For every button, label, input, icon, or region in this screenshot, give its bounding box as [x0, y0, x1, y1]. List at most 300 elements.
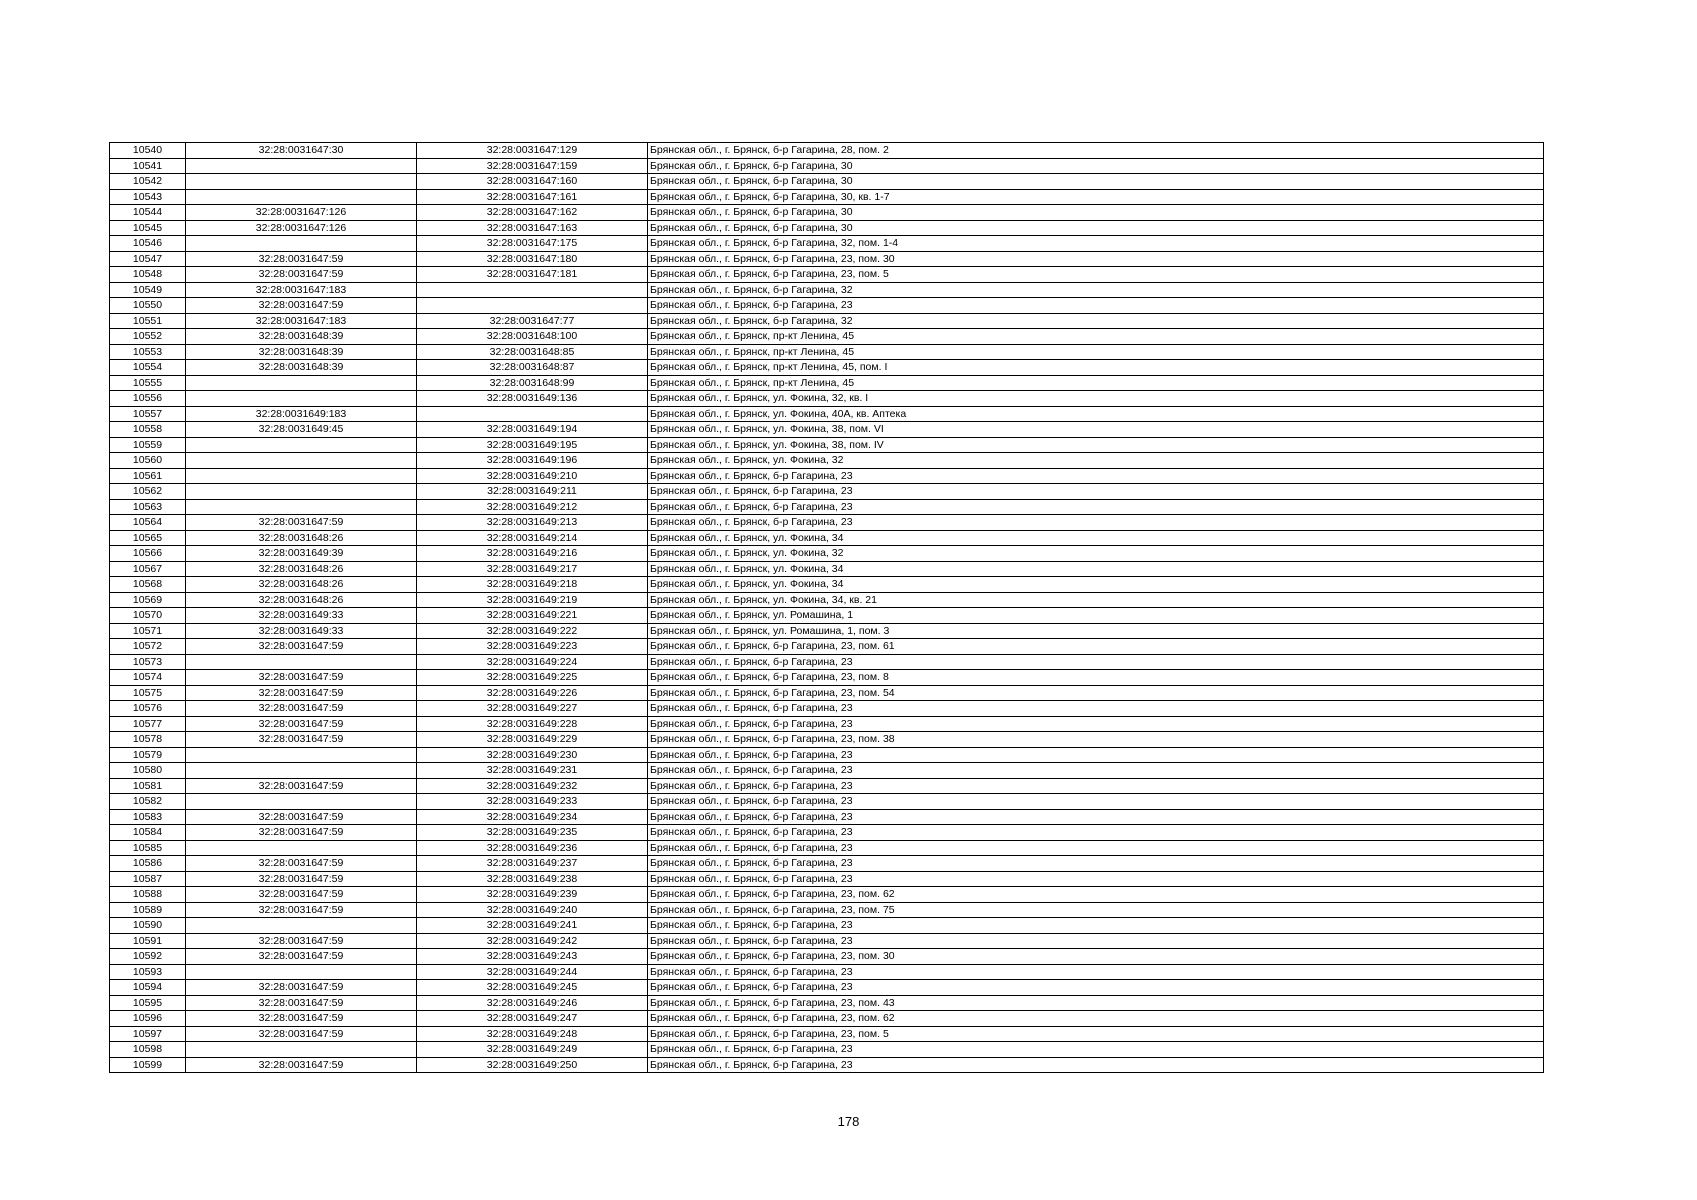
cadastral-number-cell: 32:28:0031649:221 [417, 608, 648, 624]
row-number-cell: 10599 [110, 1057, 186, 1073]
address-cell: Брянская обл., г. Брянск, б-р Гагарина, 23, пом. 54 [648, 685, 1544, 701]
row-number-cell: 10581 [110, 778, 186, 794]
cadastral-number-cell: 32:28:0031649:247 [417, 1011, 648, 1027]
parent-cadastral-number-cell [186, 763, 417, 779]
table-row [110, 1026, 1544, 1042]
cadastral-number-cell: 32:28:0031649:225 [417, 670, 648, 686]
row-number-cell: 10551 [110, 313, 186, 329]
table-row [110, 298, 1544, 314]
table-row [110, 236, 1544, 252]
address-cell: Брянская обл., г. Брянск, б-р Гагарина, 23 [648, 484, 1544, 500]
table-row [110, 949, 1544, 965]
address-cell: Брянская обл., г. Брянск, ул. Фокина, 34, кв. 21 [648, 592, 1544, 608]
row-number-cell: 10577 [110, 716, 186, 732]
address-cell: Брянская обл., г. Брянск, б-р Гагарина, 23, пом. 30 [648, 251, 1544, 267]
table-row [110, 933, 1544, 949]
address-cell: Брянская обл., г. Брянск, б-р Гагарина, 23 [648, 298, 1544, 314]
table-row [110, 608, 1544, 624]
address-cell: Брянская обл., г. Брянск, б-р Гагарина, 23 [648, 840, 1544, 856]
row-number-cell: 10598 [110, 1042, 186, 1058]
table-row [110, 1011, 1544, 1027]
parent-cadastral-number-cell: 32:28:0031647:59 [186, 639, 417, 655]
table-row [110, 639, 1544, 655]
table-row [110, 840, 1544, 856]
row-number-cell: 10593 [110, 964, 186, 980]
parent-cadastral-number-cell: 32:28:0031648:26 [186, 530, 417, 546]
cadastral-number-cell: 32:28:0031649:210 [417, 468, 648, 484]
parent-cadastral-number-cell: 32:28:0031647:59 [186, 1011, 417, 1027]
address-cell: Брянская обл., г. Брянск, б-р Гагарина, 23, пом. 8 [648, 670, 1544, 686]
row-number-cell: 10555 [110, 375, 186, 391]
table-row [110, 732, 1544, 748]
cadastral-number-cell: 32:28:0031647:159 [417, 158, 648, 174]
address-cell: Брянская обл., г. Брянск, ул. Ромашина, 1, пом. 3 [648, 623, 1544, 639]
parent-cadastral-number-cell: 32:28:0031648:39 [186, 344, 417, 360]
row-number-cell: 10579 [110, 747, 186, 763]
parent-cadastral-number-cell: 32:28:0031649:183 [186, 406, 417, 422]
row-number-cell: 10547 [110, 251, 186, 267]
parent-cadastral-number-cell: 32:28:0031647:59 [186, 1026, 417, 1042]
table-row [110, 577, 1544, 593]
table-row [110, 654, 1544, 670]
cadastral-number-cell: 32:28:0031648:85 [417, 344, 648, 360]
address-cell: Брянская обл., г. Брянск, б-р Гагарина, 32, пом. 1-4 [648, 236, 1544, 252]
row-number-cell: 10558 [110, 422, 186, 438]
parent-cadastral-number-cell: 32:28:0031647:59 [186, 515, 417, 531]
address-cell: Брянская обл., г. Брянск, б-р Гагарина, 23 [648, 964, 1544, 980]
row-number-cell: 10595 [110, 995, 186, 1011]
cadastral-number-cell: 32:28:0031648:87 [417, 360, 648, 376]
row-number-cell: 10553 [110, 344, 186, 360]
cadastral-number-cell: 32:28:0031647:77 [417, 313, 648, 329]
parent-cadastral-number-cell: 32:28:0031649:33 [186, 623, 417, 639]
row-number-cell: 10573 [110, 654, 186, 670]
cadastral-number-cell: 32:28:0031649:212 [417, 499, 648, 515]
parent-cadastral-number-cell [186, 747, 417, 763]
table-row [110, 406, 1544, 422]
parent-cadastral-number-cell: 32:28:0031648:26 [186, 561, 417, 577]
parent-cadastral-number-cell: 32:28:0031647:59 [186, 856, 417, 872]
row-number-cell: 10584 [110, 825, 186, 841]
table-row [110, 158, 1544, 174]
cadastral-number-cell: 32:28:0031647:161 [417, 189, 648, 205]
parent-cadastral-number-cell: 32:28:0031648:39 [186, 329, 417, 345]
cadastral-number-cell: 32:28:0031647:175 [417, 236, 648, 252]
parent-cadastral-number-cell: 32:28:0031649:33 [186, 608, 417, 624]
parent-cadastral-number-cell: 32:28:0031647:59 [186, 778, 417, 794]
cadastral-number-cell: 32:28:0031647:163 [417, 220, 648, 236]
cadastral-number-cell: 32:28:0031649:232 [417, 778, 648, 794]
address-cell: Брянская обл., г. Брянск, б-р Гагарина, 23 [648, 499, 1544, 515]
parent-cadastral-number-cell: 32:28:0031648:39 [186, 360, 417, 376]
registry-table-body [110, 143, 1544, 1073]
parent-cadastral-number-cell: 32:28:0031647:59 [186, 251, 417, 267]
table-row [110, 685, 1544, 701]
row-number-cell: 10541 [110, 158, 186, 174]
cadastral-number-cell: 32:28:0031649:222 [417, 623, 648, 639]
parent-cadastral-number-cell: 32:28:0031647:59 [186, 716, 417, 732]
table-row [110, 251, 1544, 267]
address-cell: Брянская обл., г. Брянск, б-р Гагарина, 23, пом. 38 [648, 732, 1544, 748]
table-row [110, 1042, 1544, 1058]
cadastral-number-cell: 32:28:0031649:240 [417, 902, 648, 918]
row-number-cell: 10564 [110, 515, 186, 531]
table-row [110, 670, 1544, 686]
cadastral-number-cell: 32:28:0031649:235 [417, 825, 648, 841]
row-number-cell: 10591 [110, 933, 186, 949]
table-row [110, 375, 1544, 391]
row-number-cell: 10554 [110, 360, 186, 376]
row-number-cell: 10569 [110, 592, 186, 608]
address-cell: Брянская обл., г. Брянск, б-р Гагарина, 30, кв. 1-7 [648, 189, 1544, 205]
cadastral-number-cell: 32:28:0031648:100 [417, 329, 648, 345]
address-cell: Брянская обл., г. Брянск, пр-кт Ленина, 45 [648, 329, 1544, 345]
parent-cadastral-number-cell [186, 918, 417, 934]
table-row [110, 499, 1544, 515]
parent-cadastral-number-cell [186, 375, 417, 391]
parent-cadastral-number-cell [186, 468, 417, 484]
address-cell: Брянская обл., г. Брянск, б-р Гагарина, 23 [648, 468, 1544, 484]
table-row [110, 174, 1544, 190]
table-row [110, 592, 1544, 608]
row-number-cell: 10549 [110, 282, 186, 298]
parent-cadastral-number-cell: 32:28:0031647:59 [186, 685, 417, 701]
table-row [110, 313, 1544, 329]
address-cell: Брянская обл., г. Брянск, ул. Фокина, 34 [648, 561, 1544, 577]
row-number-cell: 10546 [110, 236, 186, 252]
cadastral-number-cell: 32:28:0031649:243 [417, 949, 648, 965]
cadastral-number-cell: 32:28:0031649:136 [417, 391, 648, 407]
row-number-cell: 10580 [110, 763, 186, 779]
parent-cadastral-number-cell [186, 499, 417, 515]
table-row [110, 468, 1544, 484]
row-number-cell: 10575 [110, 685, 186, 701]
cadastral-number-cell: 32:28:0031647:180 [417, 251, 648, 267]
address-cell: Брянская обл., г. Брянск, б-р Гагарина, 23 [648, 1042, 1544, 1058]
row-number-cell: 10561 [110, 468, 186, 484]
row-number-cell: 10560 [110, 453, 186, 469]
address-cell: Брянская обл., г. Брянск, б-р Гагарина, 23 [648, 515, 1544, 531]
registry-table [109, 142, 1544, 1073]
cadastral-number-cell: 32:28:0031649:227 [417, 701, 648, 717]
row-number-cell: 10594 [110, 980, 186, 996]
row-number-cell: 10582 [110, 794, 186, 810]
row-number-cell: 10578 [110, 732, 186, 748]
parent-cadastral-number-cell: 32:28:0031647:30 [186, 143, 417, 159]
parent-cadastral-number-cell: 32:28:0031648:26 [186, 592, 417, 608]
address-cell: Брянская обл., г. Брянск, б-р Гагарина, 23 [648, 825, 1544, 841]
row-number-cell: 10545 [110, 220, 186, 236]
row-number-cell: 10590 [110, 918, 186, 934]
row-number-cell: 10587 [110, 871, 186, 887]
row-number-cell: 10586 [110, 856, 186, 872]
address-cell: Брянская обл., г. Брянск, б-р Гагарина, 23 [648, 918, 1544, 934]
table-row [110, 623, 1544, 639]
cadastral-number-cell: 32:28:0031647:162 [417, 205, 648, 221]
cadastral-number-cell: 32:28:0031649:244 [417, 964, 648, 980]
row-number-cell: 10557 [110, 406, 186, 422]
table-row [110, 220, 1544, 236]
address-cell: Брянская обл., г. Брянск, ул. Фокина, 38, пом. VI [648, 422, 1544, 438]
row-number-cell: 10574 [110, 670, 186, 686]
address-cell: Брянская обл., г. Брянск, б-р Гагарина, 23, пом. 75 [648, 902, 1544, 918]
parent-cadastral-number-cell: 32:28:0031648:26 [186, 577, 417, 593]
cadastral-number-cell [417, 406, 648, 422]
table-row [110, 391, 1544, 407]
table-row [110, 763, 1544, 779]
parent-cadastral-number-cell: 32:28:0031647:59 [186, 902, 417, 918]
address-cell: Брянская обл., г. Брянск, б-р Гагарина, 23, пом. 61 [648, 639, 1544, 655]
row-number-cell: 10563 [110, 499, 186, 515]
address-cell: Брянская обл., г. Брянск, пр-кт Ленина, 45 [648, 375, 1544, 391]
row-number-cell: 10596 [110, 1011, 186, 1027]
parent-cadastral-number-cell: 32:28:0031647:59 [186, 995, 417, 1011]
parent-cadastral-number-cell: 32:28:0031647:59 [186, 298, 417, 314]
address-cell: Брянская обл., г. Брянск, б-р Гагарина, 23, пом. 43 [648, 995, 1544, 1011]
table-row [110, 484, 1544, 500]
row-number-cell: 10571 [110, 623, 186, 639]
parent-cadastral-number-cell [186, 840, 417, 856]
table-row [110, 453, 1544, 469]
table-row [110, 747, 1544, 763]
address-cell: Брянская обл., г. Брянск, б-р Гагарина, 23 [648, 701, 1544, 717]
table-row [110, 701, 1544, 717]
address-cell: Брянская обл., г. Брянск, б-р Гагарина, 23 [648, 933, 1544, 949]
row-number-cell: 10552 [110, 329, 186, 345]
cadastral-number-cell: 32:28:0031649:233 [417, 794, 648, 810]
parent-cadastral-number-cell: 32:28:0031647:59 [186, 980, 417, 996]
parent-cadastral-number-cell: 32:28:0031647:126 [186, 220, 417, 236]
address-cell: Брянская обл., г. Брянск, б-р Гагарина, 23 [648, 809, 1544, 825]
row-number-cell: 10597 [110, 1026, 186, 1042]
parent-cadastral-number-cell: 32:28:0031647:59 [186, 701, 417, 717]
table-row [110, 329, 1544, 345]
cadastral-number-cell: 32:28:0031649:219 [417, 592, 648, 608]
cadastral-number-cell: 32:28:0031649:228 [417, 716, 648, 732]
table-row [110, 437, 1544, 453]
address-cell: Брянская обл., г. Брянск, б-р Гагарина, 23 [648, 794, 1544, 810]
table-row [110, 995, 1544, 1011]
address-cell: Брянская обл., г. Брянск, б-р Гагарина, 23 [648, 654, 1544, 670]
cadastral-number-cell: 32:28:0031649:236 [417, 840, 648, 856]
parent-cadastral-number-cell: 32:28:0031647:59 [186, 933, 417, 949]
cadastral-number-cell: 32:28:0031649:217 [417, 561, 648, 577]
address-cell: Брянская обл., г. Брянск, ул. Фокина, 34 [648, 530, 1544, 546]
cadastral-number-cell: 32:28:0031649:234 [417, 809, 648, 825]
parent-cadastral-number-cell: 32:28:0031647:59 [186, 887, 417, 903]
parent-cadastral-number-cell: 32:28:0031647:59 [186, 825, 417, 841]
cadastral-number-cell: 32:28:0031649:195 [417, 437, 648, 453]
parent-cadastral-number-cell [186, 174, 417, 190]
table-row [110, 422, 1544, 438]
row-number-cell: 10540 [110, 143, 186, 159]
parent-cadastral-number-cell [186, 189, 417, 205]
cadastral-number-cell: 32:28:0031649:224 [417, 654, 648, 670]
address-cell: Брянская обл., г. Брянск, б-р Гагарина, 23 [648, 1057, 1544, 1073]
row-number-cell: 10588 [110, 887, 186, 903]
address-cell: Брянская обл., г. Брянск, б-р Гагарина, 23 [648, 747, 1544, 763]
table-row [110, 856, 1544, 872]
cadastral-number-cell: 32:28:0031649:226 [417, 685, 648, 701]
cadastral-number-cell: 32:28:0031647:160 [417, 174, 648, 190]
table-row [110, 980, 1544, 996]
address-cell: Брянская обл., г. Брянск, б-р Гагарина, 32 [648, 282, 1544, 298]
parent-cadastral-number-cell: 32:28:0031647:59 [186, 670, 417, 686]
address-cell: Брянская обл., г. Брянск, б-р Гагарина, 23, пом. 30 [648, 949, 1544, 965]
parent-cadastral-number-cell: 32:28:0031647:126 [186, 205, 417, 221]
address-cell: Брянская обл., г. Брянск, б-р Гагарина, 30 [648, 174, 1544, 190]
cadastral-number-cell: 32:28:0031649:238 [417, 871, 648, 887]
cadastral-number-cell [417, 282, 648, 298]
address-cell: Брянская обл., г. Брянск, б-р Гагарина, 23, пом. 62 [648, 887, 1544, 903]
registry-table-container [109, 142, 1544, 1073]
address-cell: Брянская обл., г. Брянск, б-р Гагарина, 23 [648, 871, 1544, 887]
address-cell: Брянская обл., г. Брянск, ул. Фокина, 32, кв. I [648, 391, 1544, 407]
table-row [110, 205, 1544, 221]
parent-cadastral-number-cell [186, 964, 417, 980]
table-row [110, 1057, 1544, 1073]
address-cell: Брянская обл., г. Брянск, б-р Гагарина, 32 [648, 313, 1544, 329]
cadastral-number-cell: 32:28:0031649:239 [417, 887, 648, 903]
cadastral-number-cell: 32:28:0031649:214 [417, 530, 648, 546]
address-cell: Брянская обл., г. Брянск, б-р Гагарина, 23 [648, 716, 1544, 732]
cadastral-number-cell: 32:28:0031649:194 [417, 422, 648, 438]
table-row [110, 189, 1544, 205]
address-cell: Брянская обл., г. Брянск, ул. Фокина, 34 [648, 577, 1544, 593]
row-number-cell: 10550 [110, 298, 186, 314]
cadastral-number-cell: 32:28:0031649:211 [417, 484, 648, 500]
row-number-cell: 10562 [110, 484, 186, 500]
page-number: 178 [837, 1114, 860, 1129]
cadastral-number-cell: 32:28:0031649:213 [417, 515, 648, 531]
cadastral-number-cell: 32:28:0031649:249 [417, 1042, 648, 1058]
parent-cadastral-number-cell: 32:28:0031647:59 [186, 267, 417, 283]
row-number-cell: 10559 [110, 437, 186, 453]
parent-cadastral-number-cell: 32:28:0031647:59 [186, 949, 417, 965]
address-cell: Брянская обл., г. Брянск, ул. Фокина, 32 [648, 546, 1544, 562]
cadastral-number-cell: 32:28:0031649:231 [417, 763, 648, 779]
row-number-cell: 10583 [110, 809, 186, 825]
cadastral-number-cell: 32:28:0031647:181 [417, 267, 648, 283]
address-cell: Брянская обл., г. Брянск, б-р Гагарина, 23 [648, 856, 1544, 872]
cadastral-number-cell: 32:28:0031649:241 [417, 918, 648, 934]
parent-cadastral-number-cell [186, 437, 417, 453]
table-row [110, 344, 1544, 360]
row-number-cell: 10570 [110, 608, 186, 624]
address-cell: Брянская обл., г. Брянск, б-р Гагарина, 23, пом. 5 [648, 267, 1544, 283]
row-number-cell: 10576 [110, 701, 186, 717]
table-row [110, 546, 1544, 562]
address-cell: Брянская обл., г. Брянск, б-р Гагарина, 23, пом. 62 [648, 1011, 1544, 1027]
table-row [110, 809, 1544, 825]
parent-cadastral-number-cell [186, 794, 417, 810]
table-row [110, 964, 1544, 980]
table-row [110, 716, 1544, 732]
cadastral-number-cell: 32:28:0031649:230 [417, 747, 648, 763]
address-cell: Брянская обл., г. Брянск, ул. Фокина, 40А, кв. Аптека [648, 406, 1544, 422]
parent-cadastral-number-cell [186, 158, 417, 174]
table-row [110, 143, 1544, 159]
table-row [110, 778, 1544, 794]
row-number-cell: 10556 [110, 391, 186, 407]
address-cell: Брянская обл., г. Брянск, б-р Гагарина, 23 [648, 778, 1544, 794]
table-row [110, 530, 1544, 546]
table-row [110, 360, 1544, 376]
table-row [110, 561, 1544, 577]
cadastral-number-cell: 32:28:0031649:216 [417, 546, 648, 562]
parent-cadastral-number-cell: 32:28:0031647:183 [186, 282, 417, 298]
table-row [110, 887, 1544, 903]
cadastral-number-cell: 32:28:0031649:229 [417, 732, 648, 748]
parent-cadastral-number-cell [186, 236, 417, 252]
parent-cadastral-number-cell: 32:28:0031647:59 [186, 1057, 417, 1073]
parent-cadastral-number-cell [186, 391, 417, 407]
table-row [110, 871, 1544, 887]
parent-cadastral-number-cell: 32:28:0031647:183 [186, 313, 417, 329]
table-row [110, 902, 1544, 918]
cadastral-number-cell [417, 298, 648, 314]
row-number-cell: 10543 [110, 189, 186, 205]
cadastral-number-cell: 32:28:0031649:245 [417, 980, 648, 996]
parent-cadastral-number-cell: 32:28:0031647:59 [186, 871, 417, 887]
cadastral-number-cell: 32:28:0031649:218 [417, 577, 648, 593]
cadastral-number-cell: 32:28:0031649:242 [417, 933, 648, 949]
table-row [110, 794, 1544, 810]
cadastral-number-cell: 32:28:0031649:246 [417, 995, 648, 1011]
row-number-cell: 10567 [110, 561, 186, 577]
address-cell: Брянская обл., г. Брянск, б-р Гагарина, 23 [648, 980, 1544, 996]
parent-cadastral-number-cell [186, 654, 417, 670]
row-number-cell: 10592 [110, 949, 186, 965]
table-row [110, 918, 1544, 934]
cadastral-number-cell: 32:28:0031649:250 [417, 1057, 648, 1073]
address-cell: Брянская обл., г. Брянск, ул. Ромашина, 1 [648, 608, 1544, 624]
row-number-cell: 10585 [110, 840, 186, 856]
table-row [110, 282, 1544, 298]
parent-cadastral-number-cell: 32:28:0031649:39 [186, 546, 417, 562]
table-row [110, 515, 1544, 531]
address-cell: Брянская обл., г. Брянск, б-р Гагарина, 28, пом. 2 [648, 143, 1544, 159]
parent-cadastral-number-cell [186, 1042, 417, 1058]
address-cell: Брянская обл., г. Брянск, ул. Фокина, 32 [648, 453, 1544, 469]
row-number-cell: 10568 [110, 577, 186, 593]
row-number-cell: 10589 [110, 902, 186, 918]
cadastral-number-cell: 32:28:0031647:129 [417, 143, 648, 159]
address-cell: Брянская обл., г. Брянск, б-р Гагарина, 23 [648, 763, 1544, 779]
parent-cadastral-number-cell: 32:28:0031647:59 [186, 809, 417, 825]
address-cell: Брянская обл., г. Брянск, б-р Гагарина, 23, пом. 5 [648, 1026, 1544, 1042]
table-row [110, 825, 1544, 841]
address-cell: Брянская обл., г. Брянск, б-р Гагарина, 30 [648, 220, 1544, 236]
address-cell: Брянская обл., г. Брянск, пр-кт Ленина, 45 [648, 344, 1544, 360]
address-cell: Брянская обл., г. Брянск, б-р Гагарина, 30 [648, 158, 1544, 174]
cadastral-number-cell: 32:28:0031649:237 [417, 856, 648, 872]
address-cell: Брянская обл., г. Брянск, б-р Гагарина, 30 [648, 205, 1544, 221]
row-number-cell: 10566 [110, 546, 186, 562]
row-number-cell: 10572 [110, 639, 186, 655]
row-number-cell: 10542 [110, 174, 186, 190]
parent-cadastral-number-cell: 32:28:0031649:45 [186, 422, 417, 438]
row-number-cell: 10548 [110, 267, 186, 283]
cadastral-number-cell: 32:28:0031649:196 [417, 453, 648, 469]
cadastral-number-cell: 32:28:0031649:223 [417, 639, 648, 655]
cadastral-number-cell: 32:28:0031649:248 [417, 1026, 648, 1042]
parent-cadastral-number-cell: 32:28:0031647:59 [186, 732, 417, 748]
parent-cadastral-number-cell [186, 484, 417, 500]
address-cell: Брянская обл., г. Брянск, ул. Фокина, 38, пом. IV [648, 437, 1544, 453]
row-number-cell: 10565 [110, 530, 186, 546]
parent-cadastral-number-cell [186, 453, 417, 469]
